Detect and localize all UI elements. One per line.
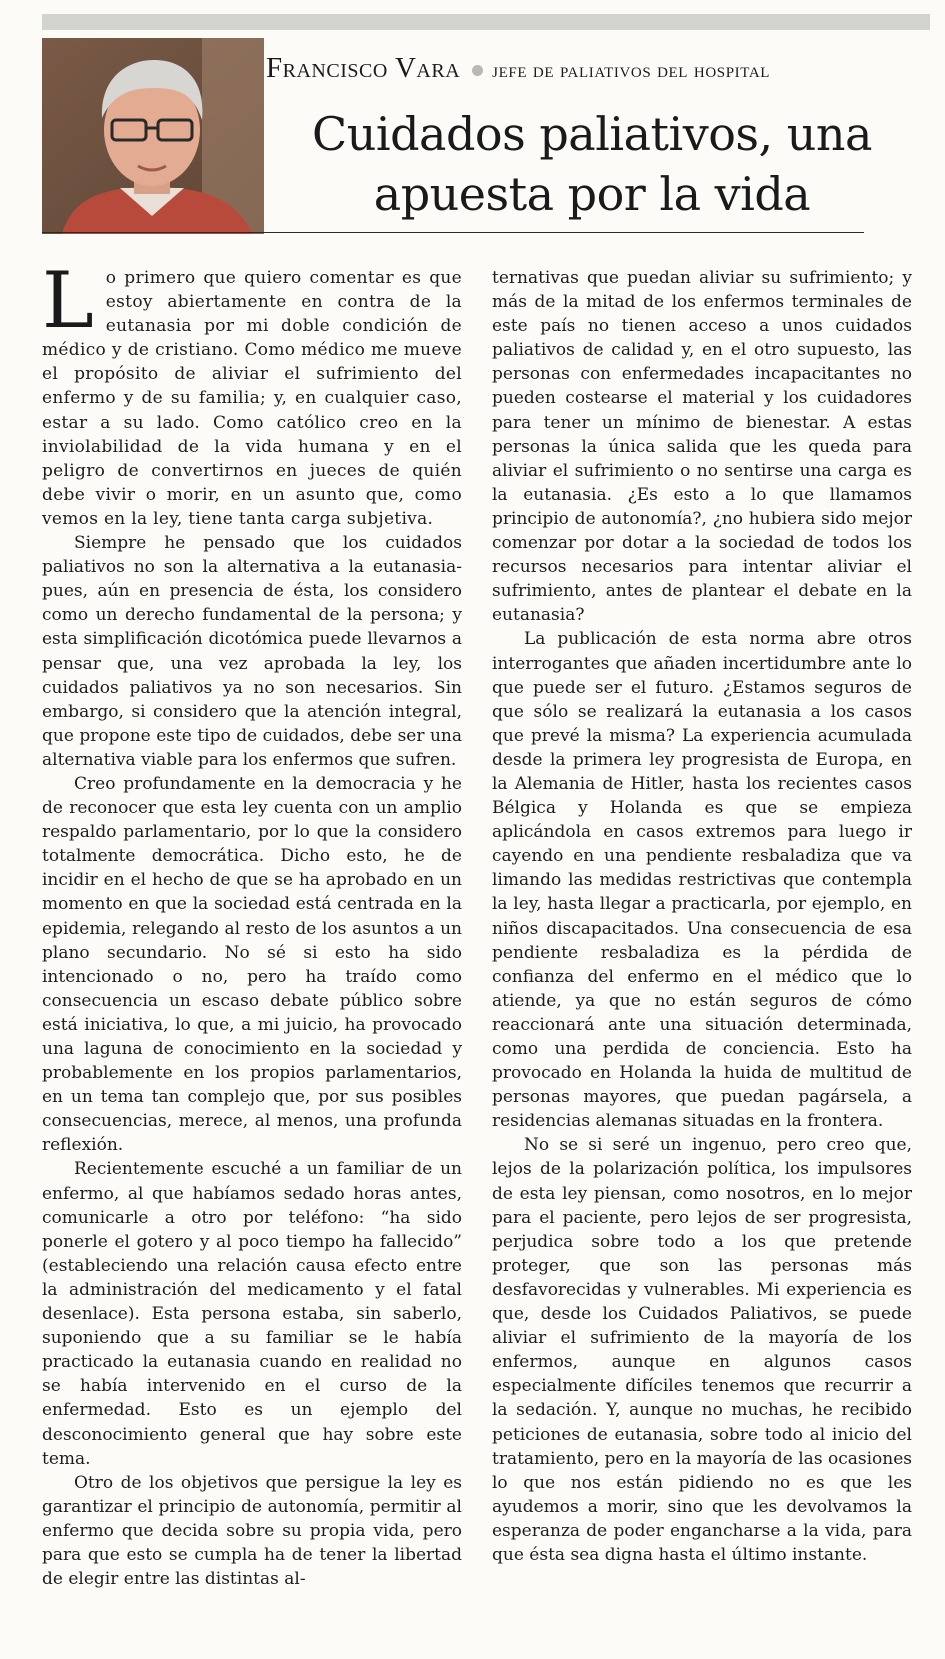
byline — [266, 52, 914, 86]
top-decorative-bar — [42, 14, 930, 30]
header-divider — [42, 232, 864, 233]
paragraph-6: La publicación de esta norma abre otros interrogantes que añaden incertidumbre ante lo que puede ser el futuro. ¿Estamos seguros de que sólo se realizará la eutanasia a los casos que prevé la misma? La experiencia acumulada desde la primera ley progresista de Europa, en la Alemania de Hitler, hasta los recientes casos Bélgica y Holanda es que se empieza aplicándola en casos extremos para luego ir cayendo en una pendiente resbaladiza que va limando las medidas restrictivas que contempla la ley, hasta llegar a practicarla, por ejemplo, en niños discapacitados. Una consecuencia de esa pendiente resbaladiza es la pérdida de confianza del enfermo en el médico que lo atiende, ya que no están seguros de cómo reaccionará ante una situación determinada, como una perdida de conciencia. Esto ha provocado en Holanda la huida de multitud de personas mayores, que puedan pagársela, a residencias alemanas situadas en la frontera. — [492, 629, 912, 1132]
paragraph-5-continued: ternativas que puedan aliviar su sufrimiento; y más de la mitad de los enfermos terminales de este país no tienen acceso a unos cuidados paliativos de calidad y, en el otro supuesto, las personas con enfermedades incapacitantes no pueden costearse el material y los cuidadores para tener un mínimo de bienestar. A estas personas la única salida que les queda para aliviar el sufrimiento o no sentirse una carga es la eutanasia. ¿Es esto a lo que llamamos principio de autonomía?, ¿no hubiera sido mejor comenzar por dotar a la sociedad de todos los recursos necesarios para intentar aliviar el sufrimiento, antes de plantear el debate en la eutanasia? — [492, 268, 912, 626]
author-photo — [42, 38, 264, 234]
author-portrait-icon — [42, 38, 264, 234]
headline — [268, 104, 916, 224]
headline-line-2: apuesta por la vida — [373, 167, 811, 221]
paragraph-5: Otro de los objetivos que persigue la ley es garantizar el principio de autonomía, permitir al enfermo que decida sobre su propia vida, pero para que esto se cumpla ha de tener la libertad de elegir entre las distintas al- — [42, 1472, 462, 1590]
article-column-1 — [42, 256, 462, 1591]
paragraph-3: Creo profundamente en la democracia y he de reconocer que esta ley cuenta con un amplio respaldo parlamentario, por lo que la considero totalmente democrática. Dicho esto, he de incidir en el hecho de que se ha aprobado en un momento en que la sociedad está centrada en la epidemia, relegando al resto de los asuntos a un plano secundario. No sé si esto ha sido intencionado o no, pero ha traído como consecuencia un escaso debate público sobre está iniciativa, lo que, a mi juicio, ha provocado una laguna de conocimiento en la sociedad y probablemente en los propios parlamentarios, en un tema tan complejo que, por sus posibles consecuencias, merece, al menos, una profunda reflexión. — [42, 773, 462, 1156]
paragraph-7: No se si seré un ingenuo, pero creo que, lejos de la polarización política, los impulsores de esta ley piensan, como nosotros, en lo mejor para el paciente, pero lejos de ser progresista, perjudica sobre todo a los que pretende proteger, que son las personas más desfavorecidas y vulnerables. Mi experiencia es que, desde los Cuidados Paliativos, se puede aliviar el sufrimiento de la mayoría de los enfermos, aunque en algunos casos especialmente difíciles tenemos que recurrir a la sedación. Y, aunque no muchas, he recibido peticiones de eutanasia, sobre todo al inicio del tratamiento, pero en la mayoría de las ocasiones lo que nos están pidiendo no es que les ayudemos a morir, sino que les devolvamos la esperanza de poder engancharse a la vida, para que ésta sea digna hasta el último instante. — [492, 1135, 912, 1565]
author-name: Francisco Vara — [266, 52, 461, 84]
paragraph-1 — [42, 256, 462, 531]
paragraph-4: Recientemente escuché a un familiar de un enfermo, al que habíamos sedado horas antes, comunicarle a otro por teléfono: “ha sido ponerle el gotero y al poco tiempo ha fallecido” (estableciendo una relación causa efecto entre la administración del medicamento y el fatal desenlace). Esta persona estaba, sin saberlo, suponiendo que a su familiar se le había practicado la eutanasia cuando en realidad no se había intervenido en el curso de la enfermedad. Esto es un ejemplo del desconocimiento general que hay sobre este tema. — [42, 1159, 462, 1469]
drop-cap: L — [42, 256, 94, 346]
bullet-dot-icon — [472, 65, 483, 76]
paragraph-1-text: o primero que quiero comentar es que estoy abiertamente en contra de la eutanasia por mi doble condición de médico y de cristiano. Como médico me mueve el propósito de aliviar el sufrimiento del enfermo y de su familia; y, en cualquier caso, estar a su lado. Como católico creo en la inviolabilidad de la vida humana y en el peligro de convertirnos en jueces de quién debe vivir o morir, en un asunto que, como vemos en la ley, tiene tanta carga subjetiva. — [42, 268, 462, 529]
paragraph-2: Siempre he pensado que los cuidados paliativos no son la alternativa a la eutanasia-pues, aún en presencia de ésta, los considero como un derecho fundamental de la persona; y esta simplificación dicotómica puede llevarnos a pensar que, una vez aprobada la ley, los cuidados paliativos ya no son necesarios. Sin embargo, si considero que la atención integral, que propone este tipo de cuidados, debe ser una alternativa viable para los enfermos que sufren. — [42, 533, 462, 770]
article-column-2 — [492, 266, 912, 1567]
headline-line-1: Cuidados paliativos, una — [312, 107, 872, 161]
author-role: jefe de paliativos del hospital — [492, 58, 771, 82]
